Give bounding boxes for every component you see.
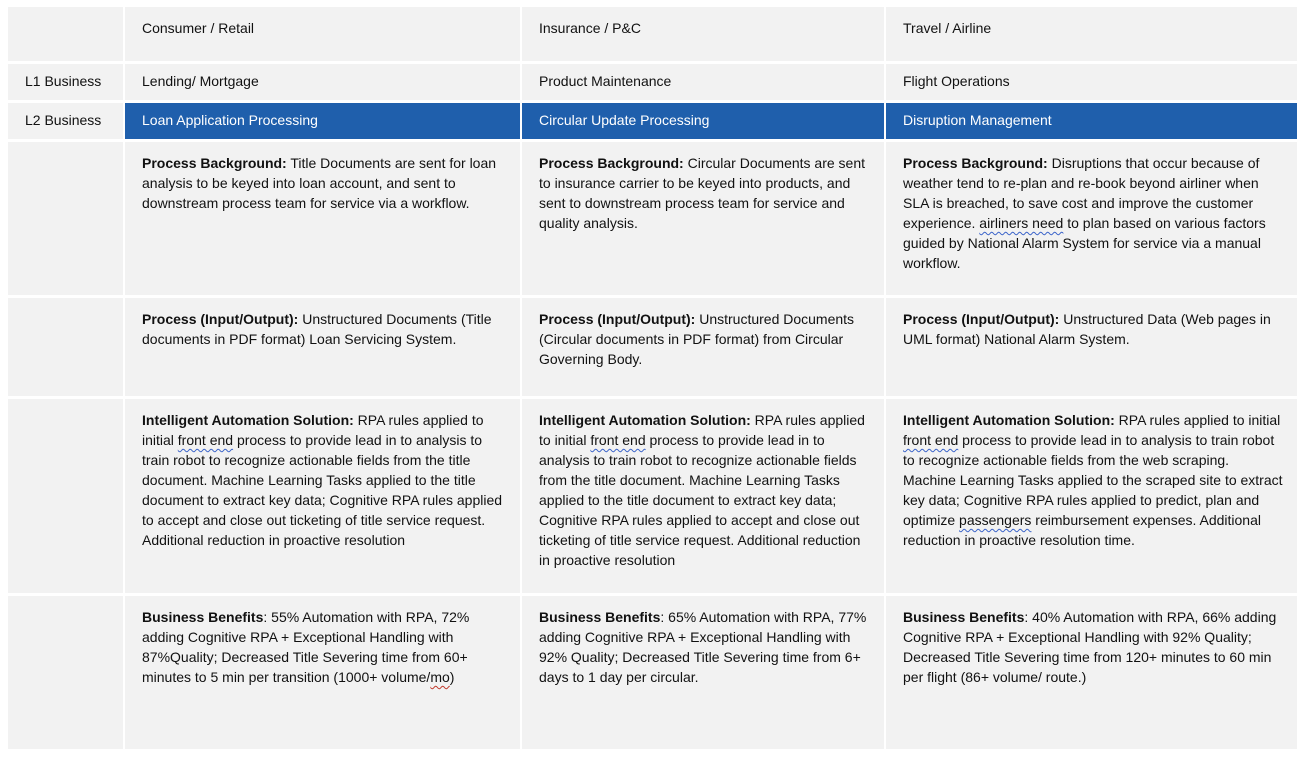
spellcheck-word: front end xyxy=(903,432,959,448)
solution-text: reimbursement expenses. Additional reduction in proactive resolution time. xyxy=(903,512,1261,548)
benefits-heading: Business Benefits xyxy=(142,609,264,625)
spellcheck-word: front end xyxy=(590,432,646,448)
io-text: Unstructured Documents (Circular documents in PDF format) from Circular Governing Body. xyxy=(539,311,855,367)
io-text: Unstructured Data (Web pages in UML format) National Alarm System. xyxy=(903,311,1271,347)
io-heading: Process (Input/Output): xyxy=(142,311,299,327)
spellcheck-word: passengers xyxy=(959,512,1032,528)
background-consumer xyxy=(125,142,520,295)
solution-text: RPA rules applied to initial xyxy=(539,412,865,448)
background-heading: Process Background: xyxy=(142,155,287,171)
background-heading: Process Background: xyxy=(903,155,1048,171)
solution-heading: Intelligent Automation Solution: xyxy=(903,412,1115,428)
benefits-travel xyxy=(886,596,1297,749)
benefits-insurance xyxy=(522,596,884,749)
spellcheck-word: front end xyxy=(177,432,234,448)
l1-insurance: Product Maintenance xyxy=(522,64,884,100)
background-label-cell xyxy=(8,142,123,295)
l1-consumer: Lending/ Mortgage xyxy=(125,64,520,100)
solution-text: process to provide lead in to analysis to train robot to recognize actionable fields from the title document. Machine Learning Tasks applied to the title document to extract key data; Cognitive RPA rules applied to accept and close out ticketing of title service request. Additional reduction in proactive resolution xyxy=(539,432,861,568)
background-travel xyxy=(886,142,1297,295)
l2-consumer: Loan Application Processing xyxy=(125,103,520,139)
solution-travel xyxy=(886,399,1297,593)
benefits-text: : 40% Automation with RPA, 66% adding Cognitive RPA + Exceptional Handling with 92% Quality; Decreased Title Severing time from 120+ minutes to 60 min per flight (86+ volume/ route.) xyxy=(903,609,1277,685)
io-consumer xyxy=(125,298,520,396)
benefits-text: : 65% Automation with RPA, 77% adding Cognitive RPA + Exceptional Handling with 92% Quality; Decreased Title Severing time from 6+ days to 1 day per circular. xyxy=(539,609,867,685)
background-text: Title Documents are sent for loan analysis to be keyed into loan account, and sent to downstream process team for service via a workflow. xyxy=(142,155,497,211)
benefits-heading: Business Benefits xyxy=(903,609,1025,625)
l2-insurance: Circular Update Processing xyxy=(522,103,884,139)
solution-text: process to provide lead in to analysis to train robot to recognize actionable fields from the web scraping. Machine Learning Tasks applied to the scraped site to extract key data; Cognitive RPA rules applied to predict, plan and optimize xyxy=(903,432,1283,528)
io-label-cell xyxy=(8,298,123,396)
solution-text: RPA rules applied to initial xyxy=(1114,412,1281,428)
io-text: Unstructured Documents (Title documents in PDF format) Loan Servicing System. xyxy=(142,311,492,347)
benefits-heading: Business Benefits xyxy=(539,609,661,625)
header-insurance: Insurance / P&C xyxy=(522,7,884,61)
spellcheck-word: mo xyxy=(430,669,450,685)
background-text: Circular Documents are sent to insurance carrier to be keyed into products, and sent to downstream process team for service and quality analysis. xyxy=(539,155,866,231)
l2-label: L2 Business xyxy=(8,103,123,139)
background-text: to plan based on various factors guided by National Alarm System for service via a manual workflow. xyxy=(903,215,1266,271)
solution-heading: Intelligent Automation Solution: xyxy=(142,412,354,428)
io-heading: Process (Input/Output): xyxy=(903,311,1060,327)
benefits-label-cell xyxy=(8,596,123,749)
io-insurance xyxy=(522,298,884,396)
solution-text: process to provide lead in to analysis to train robot to recognize actionable fields from the title document. Machine Learning Tasks applied to the title document to extract key data; Cognitive RPA rules applied to accept and close out ticketing of title service request. Additional reduction in proactive resolution xyxy=(142,432,503,548)
l1-label: L1 Business xyxy=(8,64,123,100)
solution-heading: Intelligent Automation Solution: xyxy=(539,412,751,428)
benefits-text: : 55% Automation with RPA, 72% adding Cognitive RPA + Exceptional Handling with 87%Quality; Decreased Title Severing time from 60+ minutes to 5 min per transition (1000+ volume/ xyxy=(142,609,470,685)
io-travel xyxy=(886,298,1297,396)
l2-travel: Disruption Management xyxy=(886,103,1297,139)
benefits-consumer xyxy=(125,596,520,749)
benefits-text: ) xyxy=(449,669,455,685)
header-consumer-retail: Consumer / Retail xyxy=(125,7,520,61)
spellcheck-word: airliners need xyxy=(979,215,1064,231)
background-insurance xyxy=(522,142,884,295)
industry-comparison-table xyxy=(8,7,1297,754)
l1-travel: Flight Operations xyxy=(886,64,1297,100)
solution-consumer xyxy=(125,399,520,593)
solution-insurance xyxy=(522,399,884,593)
solution-text: RPA rules applied to initial xyxy=(142,412,484,448)
background-text: Disruptions that occur because of weather tend to re-plan and re-book beyond airliner when SLA is breached, to save cost and improve the customer experience. xyxy=(903,155,1260,231)
header-empty-cell xyxy=(8,7,123,61)
background-heading: Process Background: xyxy=(539,155,684,171)
io-heading: Process (Input/Output): xyxy=(539,311,696,327)
header-travel-airline: Travel / Airline xyxy=(886,7,1297,61)
solution-label-cell xyxy=(8,399,123,593)
